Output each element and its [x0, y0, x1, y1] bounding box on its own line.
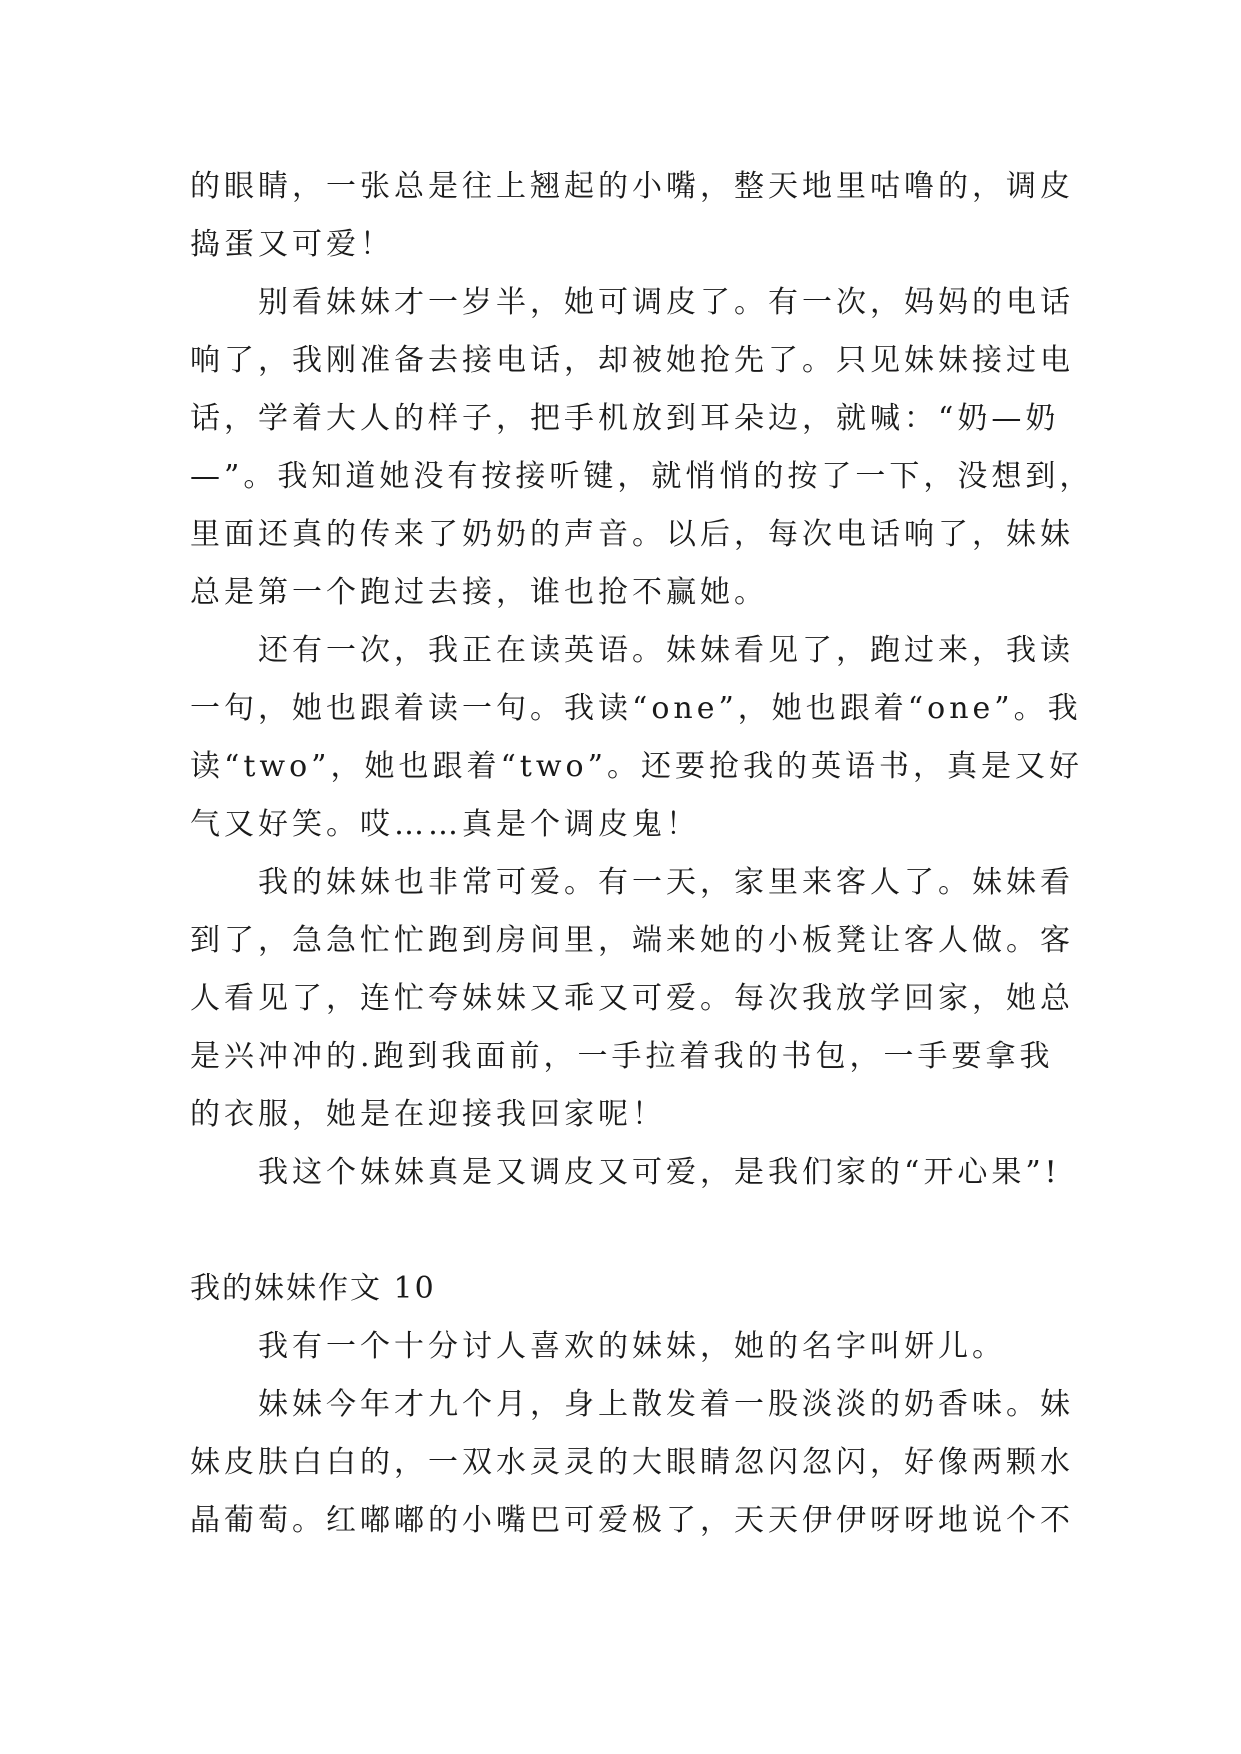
text-line: 到了，急急忙忙跑到房间里，端来她的小板凳让客人做。客 [190, 923, 1074, 958]
paragraph-start-line: 我这个妹妹真是又调皮又可爱，是我们家的“开心果”! [258, 1155, 1061, 1190]
text-line: 里面还真的传来了奶奶的声音。以后，每次电话响了，妹妹 [190, 517, 1074, 552]
text-line: 捣蛋又可爱！ [190, 227, 394, 262]
essay-body-1 [190, 158, 1094, 1202]
paragraph-start-line: 还有一次，我正在读英语。妹妹看见了，跑过来，我读 [258, 633, 1074, 668]
text-line: 总是第一个跑过去接，谁也抢不赢她。 [190, 575, 768, 610]
text-line: 响了，我刚准备去接电话，却被她抢先了。只见妹妹接过电 [190, 343, 1074, 378]
paragraph-start-line: 我的妹妹也非常可爱。有一天，家里来客人了。妹妹看 [258, 865, 1074, 900]
paragraph-start-line: 妹妹今年才九个月，身上散发着一股淡淡的奶香味。妹 [258, 1387, 1074, 1422]
text-line: 的眼睛，一张总是往上翘起的小嘴，整天地里咕噜的，调皮 [190, 169, 1074, 204]
text-line: 话，学着大人的样子，把手机放到耳朵边，就喊：“奶—奶 [190, 401, 1060, 436]
essay-body-2 [190, 1318, 1074, 1550]
paragraph-start-line: 别看妹妹才一岁半，她可调皮了。有一次，妈妈的电话 [258, 285, 1074, 320]
text-line: 人看见了，连忙夸妹妹又乖又可爱。每次我放学回家，她总 [190, 981, 1074, 1016]
text-line: 一句，她也跟着读一句。我读“one”，她也跟着“one”。我 [190, 691, 1082, 726]
text-line: 妹皮肤白白的，一双水灵灵的大眼睛忽闪忽闪，好像两颗水 [190, 1445, 1074, 1480]
text-line: 读“two”，她也跟着“two”。还要抢我的英语书，真是又好 [190, 749, 1083, 784]
text-line: 的衣服，她是在迎接我回家呢！ [190, 1097, 666, 1132]
text-line: 晶葡萄。红嘟嘟的小嘴巴可爱极了，天天伊伊呀呀地说个不 [190, 1503, 1074, 1538]
essay-heading: 我的妹妹作文 10 [190, 1271, 436, 1306]
text-line: 气又好笑。哎……真是个调皮鬼！ [190, 807, 700, 842]
text-line: 是兴冲冲的.跑到我面前，一手拉着我的书包，一手要拿我 [190, 1039, 1054, 1074]
paragraph-start-line: 我有一个十分讨人喜欢的妹妹，她的名字叫妍儿。 [258, 1329, 1006, 1364]
text-line: —”。我知道她没有按接听键，就悄悄的按了一下，没想到， [190, 459, 1094, 494]
